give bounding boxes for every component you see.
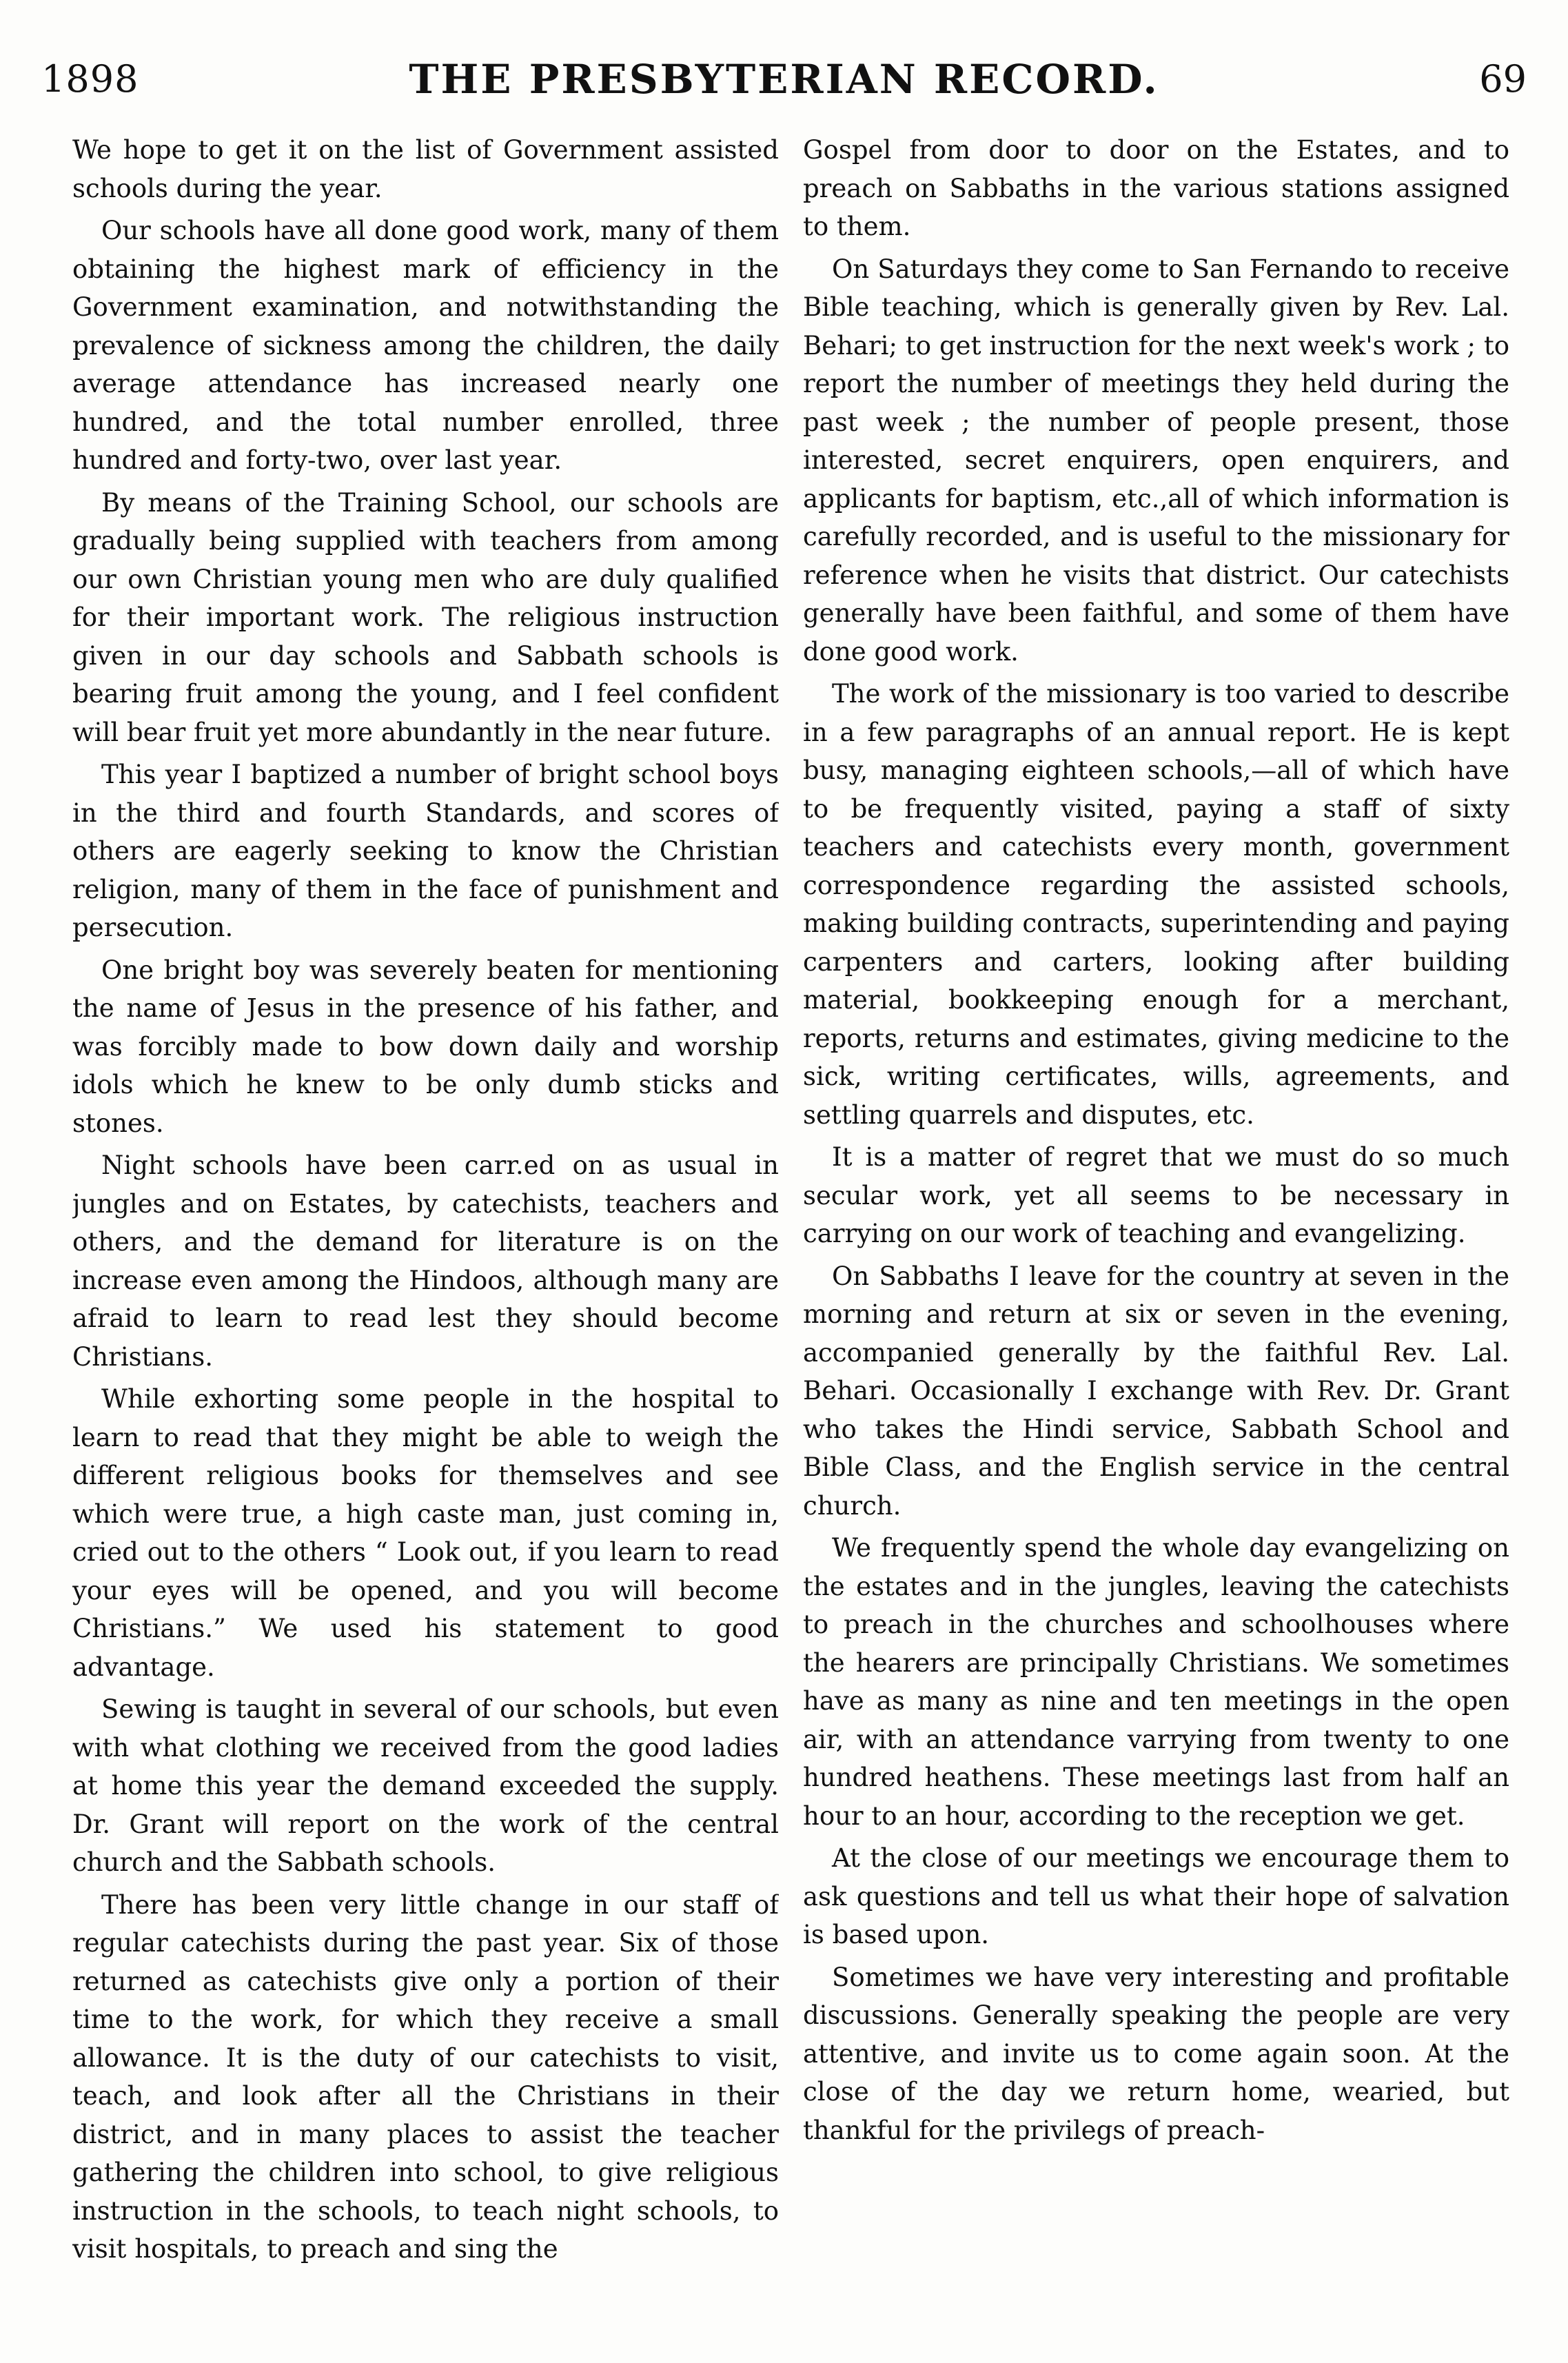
paragraph: Night schools have been carr.ed on as usual in jungles and on Estates, by catechists, teachers and others, and the demand for literature is on the increase even among the Hindoos, although many are afraid to learn to read lest they should become Christians. bbox=[72, 1150, 779, 1372]
header-year: 1898 bbox=[41, 57, 139, 101]
paragraph: Sometimes we have very interesting and profitable discussions. Generally speaking the people are very attentive, and invite us to come again soon. At the close of the day we return home, wearied, but thankful for the privilegs of preach- bbox=[803, 1962, 1509, 2145]
running-header bbox=[41, 48, 1527, 110]
paragraph: This year I baptized a number of bright school boys in the third and fourth Standards, and scores of others are eagerly seeking to know the Christian religion, many of them in the face of punishment and persecution. bbox=[72, 760, 779, 942]
paragraph: Gospel from door to door on the Estates, and to preach on Sabbaths in the various stations assigned to them. bbox=[803, 135, 1509, 241]
paragraph: Sewing is taught in several of our schools, but even with what clothing we received from the good ladies at home this year the demand exceeded the supply. Dr. Grant will report on the work of the central church and the Sabbath schools. bbox=[72, 1694, 779, 1877]
paragraph: On Saturdays they come to San Fernando to receive Bible teaching, which is generally given by Rev. Lal. Behari; to get instruction for the next week's work ; to report the number of meetings they held during the past week ; the number of people present, those interested, secret enquirers, open enquirers, and applicants for baptism, etc.,all of which information is carefully recorded, and is useful to the missionary for reference when he visits that district. Our catechists generally have been faithful, and some of them have done good work. bbox=[803, 254, 1509, 667]
header-title: THE PRESBYTERIAN RECORD. bbox=[409, 56, 1159, 103]
paragraph: While exhorting some people in the hospital to learn to read that they might be able to weigh the different religious books for themselves and see which were true, a high caste man, just coming in, cried out to the others “ Look out, if you learn to read your eyes will be opened, and you will become Christians.” We used his statement to good advantage. bbox=[72, 1384, 779, 1682]
paragraph: On Sabbaths I leave for the country at seven in the morning and return at six or seven in the evening, accompanied generally by the faithful Rev. Lal. Behari. Occasionally I exchange with Rev. Dr. Grant who takes the Hindi service, Sabbath School and Bible Class, and the English service in the central church. bbox=[803, 1261, 1509, 1521]
paragraph: The work of the missionary is too varied to describe in a few paragraphs of an annual report. He is kept busy, managing eighteen schools,—all of which have to be frequently visited, paying a staff of sixty teachers and catechists every month, government correspondence regarding the assisted schools, making building contracts, superintending and paying carpenters and carters, looking after building material, bookkeeping enough for a merchant, reports, returns and estimates, giving medicine to the sick, writing certificates, wills, agreements, and settling quarrels and disputes, etc. bbox=[803, 679, 1509, 1130]
left-column bbox=[72, 131, 779, 2337]
paragraph: We hope to get it on the list of Government assisted schools during the year. bbox=[72, 135, 779, 203]
paragraph: At the close of our meetings we encourage them to ask questions and tell us what their hope of salvation is based upon. bbox=[803, 1843, 1509, 1949]
paragraph: By means of the Training School, our schools are gradually being supplied with teachers from among our own Christian young men who are duly qualified for their important work. The religious instruction given in our day schools and Sabbath schools is bearing fruit among the young, and I feel confident will bear fruit yet more abundantly in the near future. bbox=[72, 487, 779, 747]
paragraph: We frequently spend the whole day evangelizing on the estates and in the jungles, leaving the catechists to preach in the churches and schoolhouses where the hearers are principally Christians. We sometimes have as many as nine and ten meetings in the open air, with an attendance varrying from twenty to one hundred heathens. These meetings last from half an hour to an hour, according to the reception we get. bbox=[803, 1533, 1509, 1831]
page-number: 69 bbox=[1479, 57, 1527, 101]
paragraph: There has been very little change in our staff of regular catechists during the past year. Six of those returned as catechists give only a portion of their time to the work, for which they receive a small allowance. It is the duty of our catechists to visit, teach, and look after all the Christians in their district, and in many places to assist the teacher gathering the children into school, to give religious instruction in the schools, to teach night schools, to visit hospitals, to preach and sing the bbox=[72, 1889, 779, 2264]
paragraph: Our schools have all done good work, many of them obtaining the highest mark of efficiency in the Government examination, and notwithstanding the prevalence of sickness among the children, the daily average attendance has increased nearly one hundred, and the total number enrolled, three hundred and forty-two, over last year. bbox=[72, 216, 779, 475]
paragraph: One bright boy was severely beaten for mentioning the name of Jesus in the presence of his father, and was forcibly made to bow down daily and worship idols which he knew to be only dumb sticks and stones. bbox=[72, 955, 779, 1138]
right-column bbox=[803, 131, 1509, 2337]
paragraph: It is a matter of regret that we must do so much secular work, yet all seems to be necessary in carrying on our work of teaching and evangelizing. bbox=[803, 1142, 1509, 1248]
